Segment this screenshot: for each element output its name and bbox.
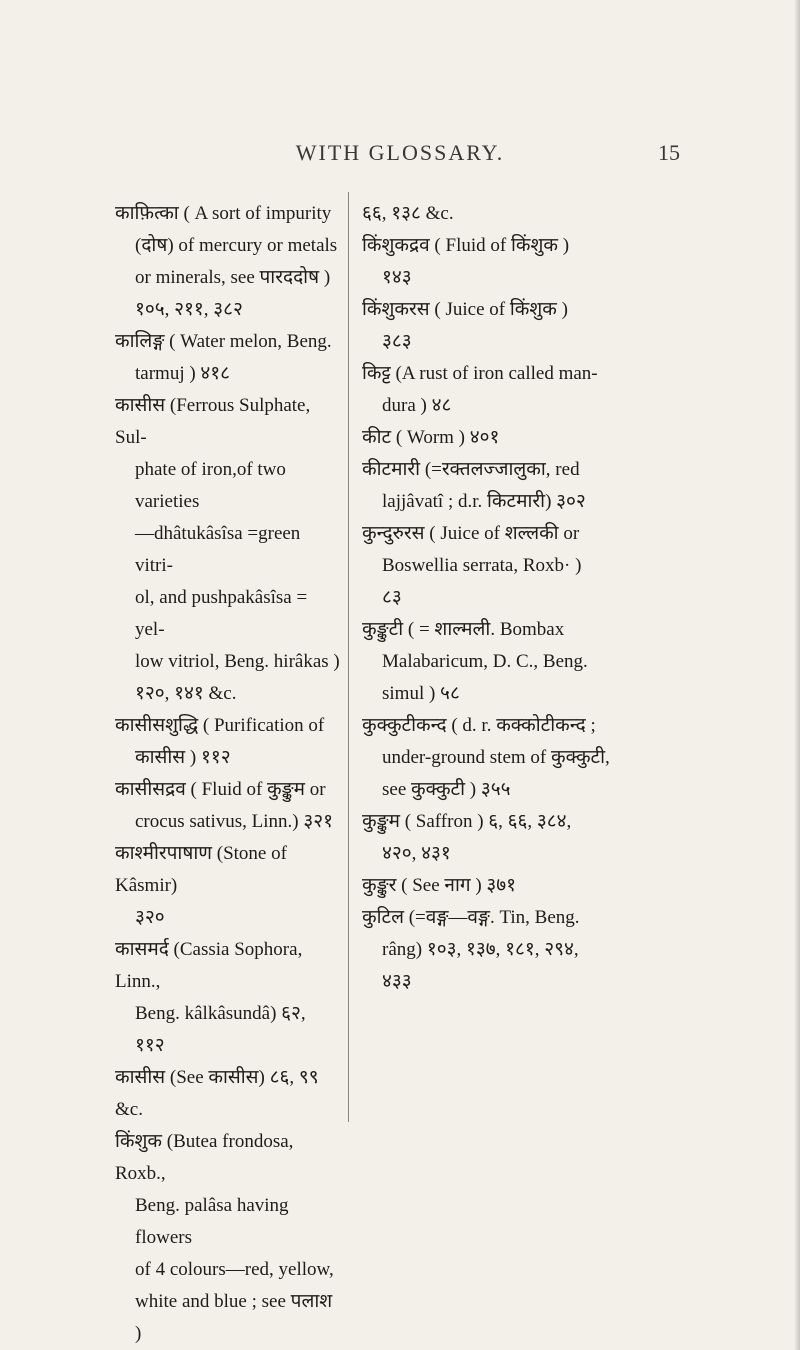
glossary-entry (115, 1126, 340, 1350)
page-edge-shadow (794, 0, 800, 1350)
entry-continuation: tarmuj ) ४१८ (135, 363, 231, 384)
entry-headline: कासमर्द (Cassia Sophora, Linn., (115, 939, 303, 992)
entry-continuation: see कुक्कुटी ) ३५५ (382, 779, 511, 800)
running-head (0, 140, 800, 170)
entry-continuation: of 4 colours—red, yellow, (135, 1259, 334, 1280)
glossary-entry (115, 326, 340, 390)
entry-headline: किंशुक (Butea frondosa, Roxb., (115, 1131, 294, 1184)
entry-headline: ६६, १३८ &c. (362, 203, 454, 224)
entry-continuation: white and blue ; see पलाश ) (135, 1291, 333, 1344)
glossary-entry (115, 710, 340, 774)
glossary-entry (362, 518, 672, 614)
entry-continuation: lajjâvatî ; d.r. किटमारी) ३०२ (382, 491, 586, 512)
entry-headline: कीट ( Worm ) ४०१ (362, 427, 500, 448)
glossary-entry (115, 838, 340, 934)
entry-headline: कुङ्कुटी ( = शाल्मली. Bombax (362, 619, 565, 640)
glossary-entry (362, 710, 672, 806)
entry-headline: कुङ्कुर ( See नाग ) ३७१ (362, 875, 517, 896)
entry-continuation: dura ) ४८ (382, 395, 452, 416)
entry-continuation: low vitriol, Beng. hirâkas ) (135, 651, 340, 672)
entry-continuation: Beng. palâsa having flowers (135, 1195, 289, 1248)
entry-headline: किंशुकद्रव ( Fluid of किंशुक ) (362, 235, 570, 256)
entry-headline: कुटिल (=वङ्ग—वङ्ग. Tin, Beng. (362, 907, 580, 928)
glossary-right-column (362, 198, 672, 998)
entry-continuation: Malabaricum, D. C., Beng. (382, 651, 588, 672)
entry-headline: काफ़ित्का ( A sort of impurity (115, 203, 332, 224)
entry-headline: कुङ्कुम ( Saffron ) ६, ६६, ३८४, (362, 811, 572, 832)
entry-headline: किंशुकरस ( Juice of किंशुक ) (362, 299, 568, 320)
entry-headline: कुक्कुटीकन्द ( d. r. कक्कोटीकन्द ; (362, 715, 596, 736)
entry-continuation: १२०, १४१ &c. (135, 683, 237, 704)
glossary-left-column (115, 198, 340, 1350)
glossary-entry (115, 1062, 340, 1126)
glossary-entry (362, 614, 672, 710)
entry-headline: कासीसद्रव ( Fluid of कुङ्कुम or (115, 779, 326, 800)
glossary-entry (115, 198, 340, 326)
entry-continuation: ३२० (135, 907, 165, 928)
entry-continuation: १४३ (382, 267, 412, 288)
glossary-entry (362, 870, 672, 902)
glossary-entry (115, 774, 340, 838)
entry-continuation: simul ) ५८ (382, 683, 460, 704)
entry-headline: कासीस (See कासीस) ८६, ९९ &c. (115, 1067, 319, 1120)
entry-headline: किट्ट (A rust of iron called man- (362, 363, 598, 384)
glossary-entry (362, 294, 672, 358)
entry-headline: कासीसशुद्धि ( Purification of (115, 715, 325, 736)
column-divider (348, 192, 349, 1122)
entry-continuation: or minerals, see पारददोष ) (135, 267, 331, 288)
glossary-entry (115, 934, 340, 1062)
glossary-entry (362, 358, 672, 422)
entry-continuation: râng) १०३, १३७, १८१, २९४, (382, 939, 579, 960)
glossary-entry (362, 806, 672, 870)
entry-headline: काश्मीरपाषाण (Stone of Kâsmir) (115, 843, 287, 896)
entry-continuation: ३८३ (382, 331, 412, 352)
entry-continuation: कासीस ) ११२ (135, 747, 231, 768)
glossary-entry (115, 390, 340, 710)
entry-continuation: under-ground stem of कुक्कुटी, (382, 747, 610, 768)
glossary-entry (362, 422, 672, 454)
entry-continuation: Boswellia serrata, Roxb· ) (382, 555, 582, 576)
entry-continuation: ४२०, ४३१ (382, 843, 451, 864)
entry-continuation: phate of iron,of two varieties (135, 459, 286, 512)
entry-headline: कुन्दुरुरस ( Juice of शल्लकी or (362, 523, 580, 544)
running-title: WITH GLOSSARY. (295, 140, 505, 165)
page-number: 15 (658, 140, 680, 165)
entry-continuation: ४३३ (382, 971, 412, 992)
entry-headline: कीटमारी (=रक्तलज्जालुका, red (362, 459, 580, 480)
entry-continuation: crocus sativus, Linn.) ३२१ (135, 811, 333, 832)
glossary-entry (362, 454, 672, 518)
glossary-entry (362, 198, 672, 230)
entry-continuation: Beng. kâlkâsundâ) ६२, ११२ (135, 1003, 306, 1056)
entry-continuation: (दोष) of mercury or metals (135, 235, 338, 256)
glossary-entry (362, 902, 672, 998)
entry-continuation: ८३ (382, 587, 402, 608)
glossary-entry (362, 230, 672, 294)
entry-continuation: १०५, २११, ३८२ (135, 299, 243, 320)
entry-headline: कालिङ्ग ( Water melon, Beng. (115, 331, 332, 352)
entry-continuation: ol, and pushpakâsîsa = yel- (135, 587, 308, 640)
entry-headline: कासीस (Ferrous Sulphate, Sul- (115, 395, 311, 448)
entry-continuation: —dhâtukâsîsa =green vitri- (135, 523, 301, 576)
